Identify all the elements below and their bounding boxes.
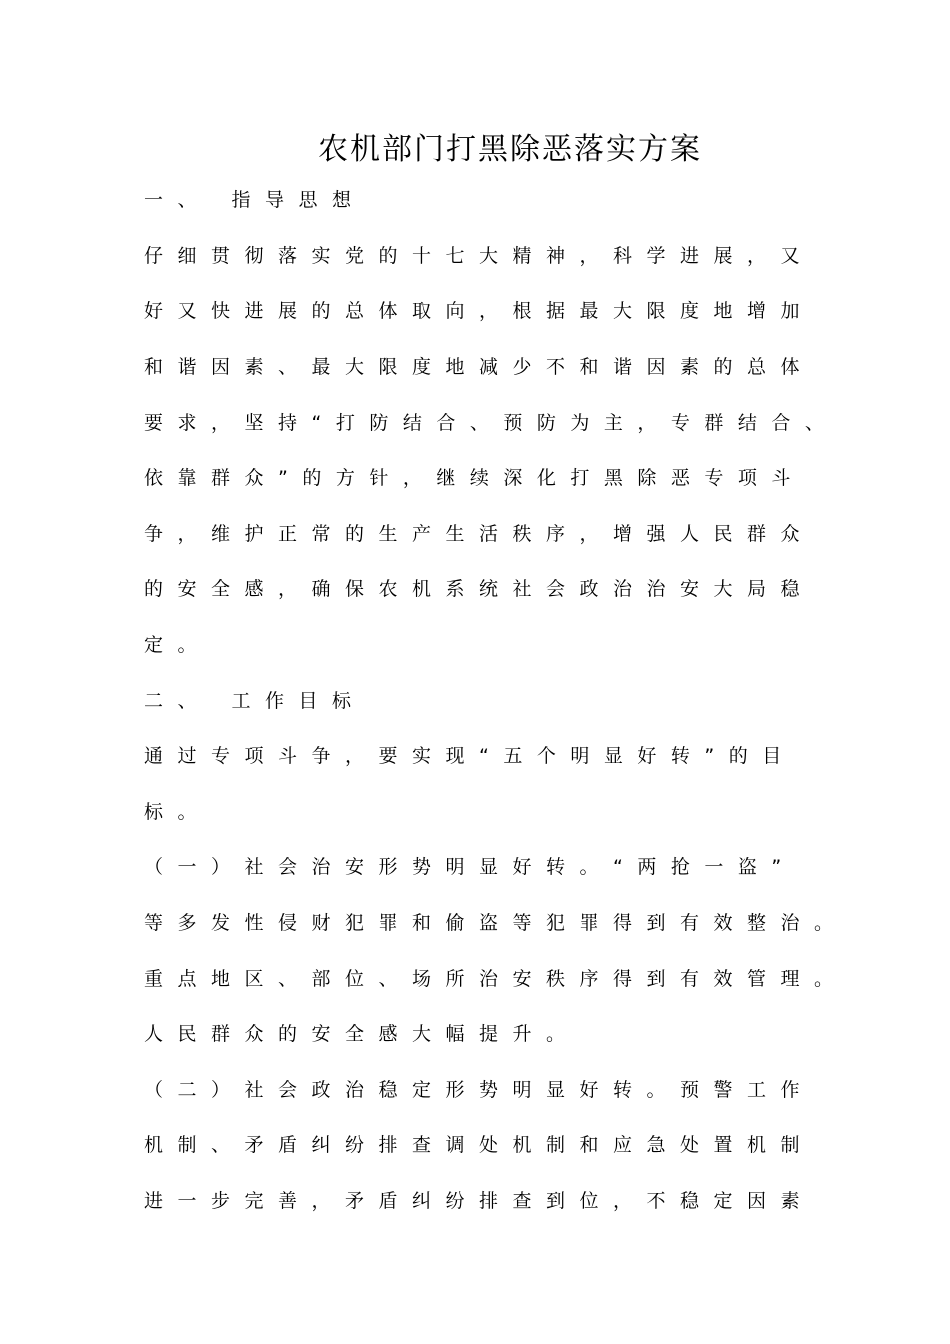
paragraph-line: 机制、矛盾纠纷排查调处机制和应急处置机制 — [144, 1134, 815, 1156]
paragraph-line: 重点地区、部位、场所治安秩序得到有效管理。 — [144, 968, 848, 990]
heading-guiding-ideology: 一、 指导思想 — [144, 189, 366, 211]
paragraph-line: 的安全感，确保农机系统社会政治治安大局稳 — [144, 578, 815, 600]
paragraph-line: 标。 — [144, 801, 212, 823]
paragraph-line: （二）社会政治稳定形势明显好转。预警工作 — [144, 1079, 815, 1101]
paragraph-line: 争，维护正常的生产生活秩序，增强人民群众 — [144, 523, 815, 545]
paragraph-line: 和谐因素、最大限度地减少不和谐因素的总体 — [144, 356, 815, 378]
paragraph-line: 依靠群众”的方针，继续深化打黑除恶专项斗 — [144, 467, 805, 489]
paragraph-line: 仔细贯彻落实党的十七大精神，科学进展，又 — [144, 245, 815, 267]
heading-work-goals: 二、 工作目标 — [144, 690, 366, 712]
paragraph-line: 进一步完善，矛盾纠纷排查到位，不稳定因素 — [144, 1190, 815, 1212]
paragraph-line: （一）社会治安形势明显好转。“两抢一盗” — [144, 856, 796, 878]
paragraph-line: 好又快进展的总体取向，根据最大限度地增加 — [144, 300, 815, 322]
paragraph-line: 通过专项斗争，要实现“五个明显好转”的目 — [144, 745, 796, 767]
paragraph-line: 定。 — [144, 634, 212, 656]
document-title: 农机部门打黑除恶落实方案 — [318, 132, 702, 167]
paragraph-line: 等多发性侵财犯罪和偷盗等犯罪得到有效整治。 — [144, 912, 848, 934]
paragraph-line: 人民群众的安全感大幅提升。 — [144, 1023, 580, 1045]
paragraph-line: 要求，坚持“打防结合、预防为主，专群结合、 — [144, 412, 839, 434]
